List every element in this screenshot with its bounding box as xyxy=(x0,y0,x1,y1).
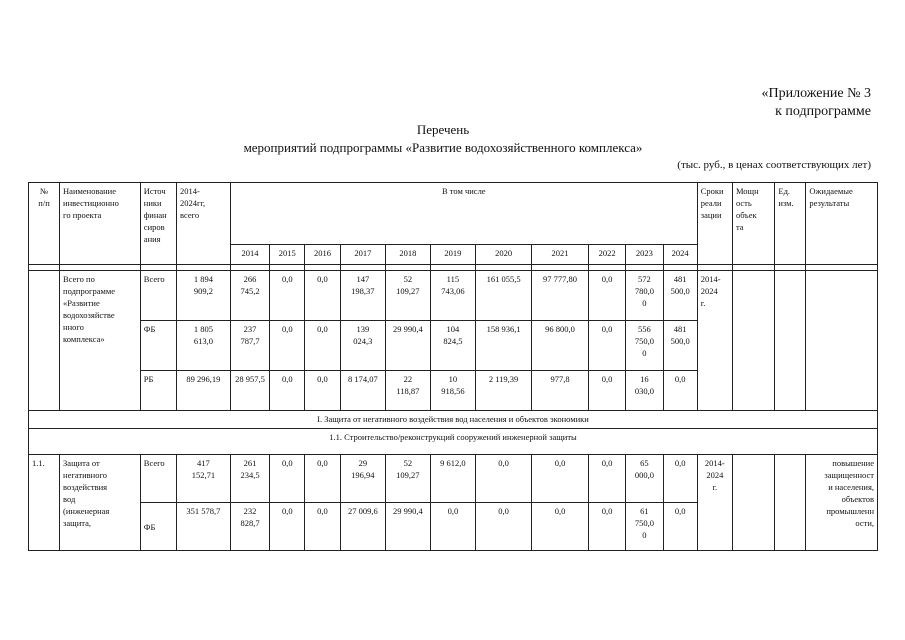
value-cell: 22 118,87 xyxy=(386,371,431,411)
value-cell: 29 990,4 xyxy=(386,503,431,551)
year-header: 2019 xyxy=(430,245,476,265)
value-cell: 0,0 xyxy=(588,455,625,503)
col-source: Источ ники финан сиров ания xyxy=(140,183,176,265)
col-total: 2014- 2024гг, всего xyxy=(177,183,231,265)
total-cell: 417 152,71 xyxy=(177,455,231,503)
value-cell: 61 750,0 0 xyxy=(626,503,663,551)
value-cell: 0,0 xyxy=(588,503,625,551)
year-header: 2017 xyxy=(340,245,386,265)
year-header: 2021 xyxy=(532,245,589,265)
appendix-number: «Приложение № 3 xyxy=(761,86,871,101)
row-num: 1.1. xyxy=(29,455,60,551)
year-header: 2022 xyxy=(588,245,625,265)
value-cell: 0,0 xyxy=(532,455,589,503)
col-name: Наименование инвестиционно го проекта xyxy=(60,183,141,265)
project-name: Всего по подпрограмме «Развитие водохозяйстве нного комплекса» xyxy=(60,271,141,411)
value-cell: 0,0 xyxy=(305,321,340,371)
total-cell: 1 894 909,2 xyxy=(177,271,231,321)
source-cell: ФБ xyxy=(140,321,176,371)
table-row xyxy=(29,455,878,503)
terms-cell: 2014- 2024 г. xyxy=(697,271,732,411)
value-cell: 266 745,2 xyxy=(230,271,269,321)
source-cell: ФБ xyxy=(140,503,176,551)
results-cell: повышение защищенност и населения, объектов промышленн ости, xyxy=(806,455,878,551)
col-num: № п/п xyxy=(29,183,60,265)
value-cell: 572 780,0 0 xyxy=(626,271,663,321)
col-capacity: Мощн ость объек та xyxy=(732,183,774,265)
value-cell: 104 824,5 xyxy=(430,321,476,371)
unit-cell xyxy=(775,271,806,411)
year-header: 2014 xyxy=(230,245,269,265)
year-header: 2023 xyxy=(626,245,663,265)
value-cell: 29 196,94 xyxy=(340,455,386,503)
value-cell: 52 109,27 xyxy=(386,455,431,503)
year-header: 2024 xyxy=(663,245,697,265)
units-note: (тыс. руб., в ценах соответствующих лет) xyxy=(677,159,871,171)
value-cell: 27 009,6 xyxy=(340,503,386,551)
section-heading: I. Защита от негативного воздействия вод населения и объектов экономики xyxy=(29,411,878,429)
value-cell: 232 828,7 xyxy=(230,503,269,551)
subsection-heading: 1.1. Строительство/реконструкций сооружений инженерной защиты xyxy=(29,429,878,455)
value-cell: 0,0 xyxy=(476,503,532,551)
value-cell: 158 936,1 xyxy=(476,321,532,371)
year-header: 2018 xyxy=(386,245,431,265)
value-cell: 0,0 xyxy=(588,321,625,371)
col-terms: Сроки реали зации xyxy=(697,183,732,265)
value-cell: 481 500,0 xyxy=(663,271,697,321)
value-cell: 2 119,39 xyxy=(476,371,532,411)
unit-cell xyxy=(775,455,806,551)
value-cell: 0,0 xyxy=(270,321,305,371)
value-cell: 0,0 xyxy=(588,271,625,321)
value-cell: 977,8 xyxy=(532,371,589,411)
value-cell: 261 234,5 xyxy=(230,455,269,503)
terms-cell: 2014- 2024 г. xyxy=(697,455,732,551)
results-cell xyxy=(806,271,878,411)
value-cell: 0,0 xyxy=(305,371,340,411)
value-cell: 161 055,5 xyxy=(476,271,532,321)
col-unit: Ед. изм. xyxy=(775,183,806,265)
total-cell: 89 296,19 xyxy=(177,371,231,411)
capacity-cell xyxy=(732,455,774,551)
value-cell: 10 918,56 xyxy=(430,371,476,411)
value-cell: 237 787,7 xyxy=(230,321,269,371)
value-cell: 29 990,4 xyxy=(386,321,431,371)
value-cell: 0,0 xyxy=(305,503,340,551)
value-cell: 115 743,06 xyxy=(430,271,476,321)
value-cell: 0,0 xyxy=(430,503,476,551)
row-num xyxy=(29,271,60,411)
source-cell: РБ xyxy=(140,371,176,411)
value-cell: 0,0 xyxy=(270,503,305,551)
value-cell: 28 957,5 xyxy=(230,371,269,411)
document-subtitle: мероприятий подпрограммы «Развитие водохозяйственного комплекса» xyxy=(243,140,643,155)
value-cell: 481 500,0 xyxy=(663,321,697,371)
value-cell: 0,0 xyxy=(305,455,340,503)
value-cell: 97 777,80 xyxy=(532,271,589,321)
value-cell: 0,0 xyxy=(663,455,697,503)
investment-table xyxy=(28,182,878,551)
value-cell: 96 800,0 xyxy=(532,321,589,371)
year-header: 2015 xyxy=(270,245,305,265)
col-results: Ожидаемые результаты xyxy=(806,183,878,265)
value-cell: 556 750,0 0 xyxy=(626,321,663,371)
value-cell: 0,0 xyxy=(305,271,340,321)
total-cell: 351 578,7 xyxy=(177,503,231,551)
value-cell: 147 198,37 xyxy=(340,271,386,321)
capacity-cell xyxy=(732,271,774,411)
value-cell: 0,0 xyxy=(270,455,305,503)
value-cell: 65 000,0 xyxy=(626,455,663,503)
value-cell: 0,0 xyxy=(532,503,589,551)
value-cell: 0,0 xyxy=(663,503,697,551)
value-cell: 16 030,0 xyxy=(626,371,663,411)
value-cell: 0,0 xyxy=(588,371,625,411)
value-cell: 0,0 xyxy=(663,371,697,411)
year-header: 2020 xyxy=(476,245,532,265)
table-row xyxy=(29,271,878,321)
year-header: 2016 xyxy=(305,245,340,265)
source-cell: Всего xyxy=(140,455,176,503)
value-cell: 0,0 xyxy=(476,455,532,503)
value-cell: 9 612,0 xyxy=(430,455,476,503)
value-cell: 139 024,3 xyxy=(340,321,386,371)
source-cell: Всего xyxy=(140,271,176,321)
col-incl: В том числе xyxy=(230,183,697,245)
value-cell: 8 174,07 xyxy=(340,371,386,411)
total-cell: 1 805 613,0 xyxy=(177,321,231,371)
value-cell: 0,0 xyxy=(270,271,305,321)
document-title: Перечень xyxy=(416,122,470,137)
project-name: Защита от негативного воздействия вод (инженерная защита, xyxy=(60,455,141,551)
value-cell: 0,0 xyxy=(270,371,305,411)
appendix-target: к подпрограмме xyxy=(775,104,871,119)
value-cell: 52 109,27 xyxy=(386,271,431,321)
